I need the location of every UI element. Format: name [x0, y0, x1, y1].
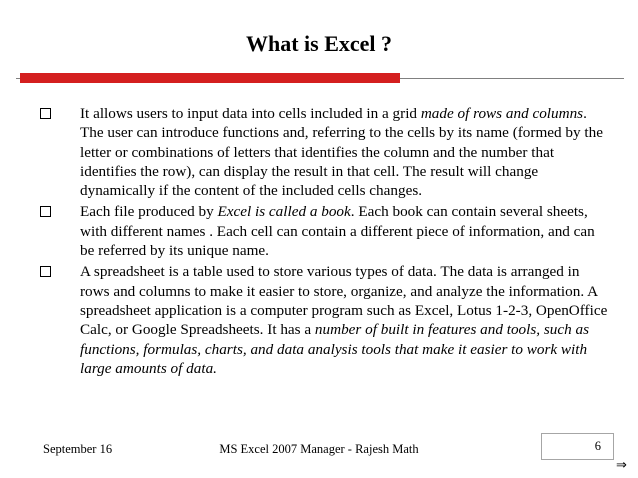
text-run-italic: number of built in features and tools, such as functions, formulas, charts, and data analysis tools that make it easier to work with large amounts of data. — [80, 321, 589, 377]
square-bullet-icon — [40, 206, 51, 217]
square-bullet-icon — [40, 108, 51, 119]
bullet-text — [80, 263, 607, 376]
text-run: . Each book can contain several sheets, with different names . Each cell can contain a different piece of information, and can be referred by its unique name. — [80, 203, 595, 260]
text-run: . The user can introduce functions and, referring to the cells by its name (formed by the letter or combinations of letters that identifies the column and the number that identifies the row), can display the result in that cell. The result will change dynamically if the content of the included cells changes. — [80, 105, 603, 200]
next-slide-arrow-icon[interactable]: ⇒ — [616, 458, 627, 473]
text-run: A spreadsheet is a table used to store various types of data. The data is arranged in rows and columns to make it easier to store, organize, and analyze the information. A spreadsheet application is a computer program such as Excel, Lotus 1-2-3, OpenOffice Calc, or Google Spreadsheets. It has a — [80, 263, 608, 339]
bullet-item-2 — [40, 202, 610, 260]
bullet-list — [40, 104, 610, 380]
text-run: Each file produced by — [80, 203, 218, 221]
slide-footer — [0, 441, 638, 461]
text-run-italic: made of rows and columns — [420, 105, 584, 122]
bullet-text — [80, 105, 603, 199]
footer-title: MS Excel 2007 Manager - Rajesh Math — [219, 442, 419, 456]
slide-title: What is Excel ? — [245, 31, 393, 56]
title-accent-bar — [20, 73, 400, 83]
bullet-item-3 — [40, 262, 610, 378]
text-run-italic: Excel is called a book — [217, 203, 351, 221]
square-bullet-icon — [40, 266, 51, 277]
footer-date: September 16 — [43, 442, 113, 456]
bullet-item-1 — [40, 104, 610, 200]
bullet-text — [80, 203, 595, 259]
text-run: It allows users to input data into cells included in a grid — [80, 105, 421, 122]
slide-number: 6 — [541, 433, 614, 460]
